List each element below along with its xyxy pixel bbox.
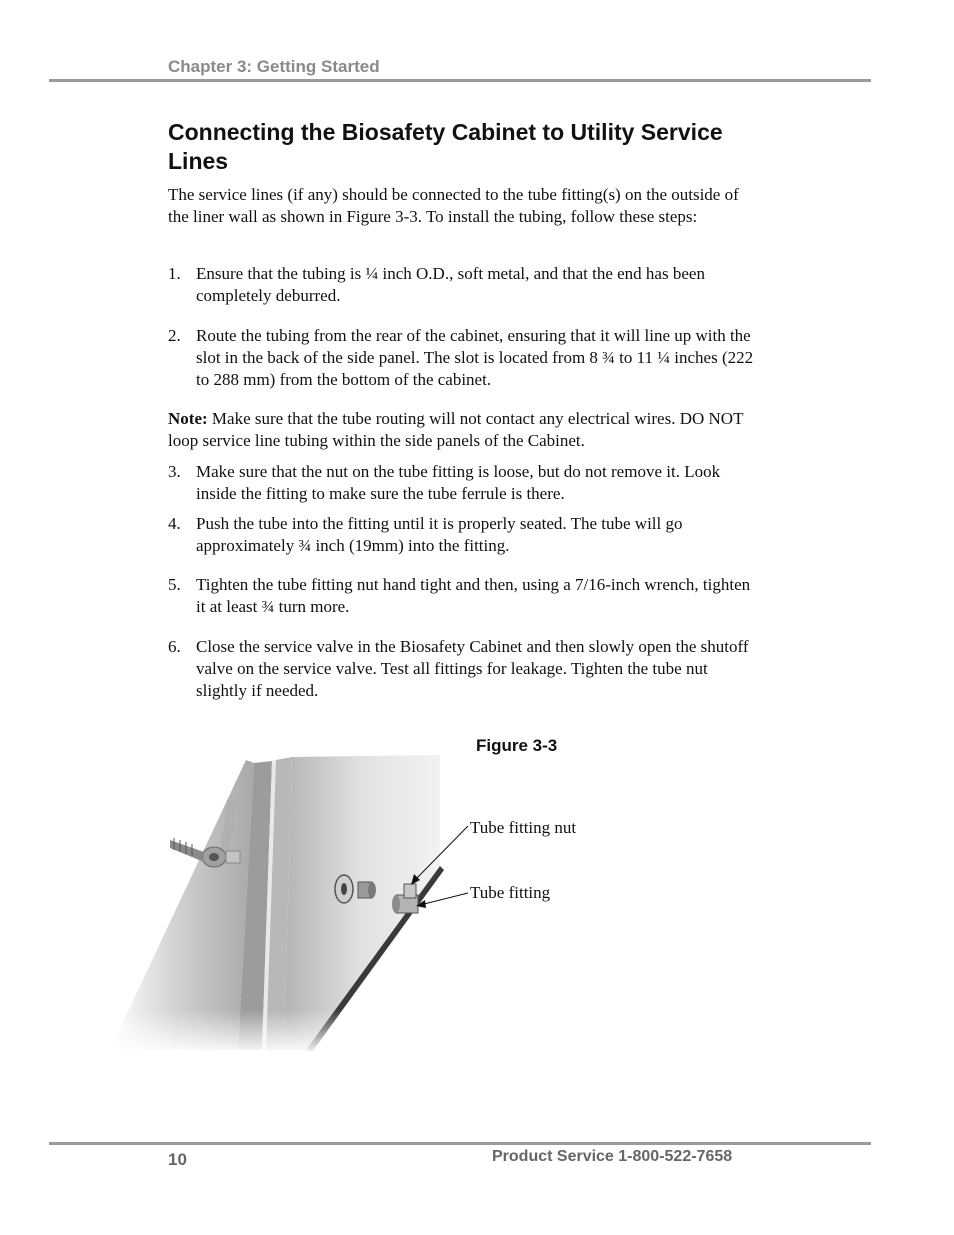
step-text: Route the tubing from the rear of the cabinet, ensuring that it will line up with the slot in the back of the side panel. The slot is located from 8 ¾ to 11 ¼ inches (222 to 288 mm) from the bottom of the cabinet.	[196, 326, 754, 389]
footer-rule	[49, 1142, 871, 1145]
figure-title: Figure 3-3	[476, 736, 558, 755]
note-label: Note:	[168, 409, 208, 428]
step-number: 4.	[168, 514, 181, 533]
callout-tube-fitting: Tube fitting	[470, 883, 551, 902]
product-service-phone: Product Service 1-800-522-7658	[492, 1148, 733, 1165]
step-number: 6.	[168, 637, 181, 656]
note-text: Make sure that the tube routing will not contact any electrical wires. DO NOT loop service line tubing within the side panels of the Cabinet.	[168, 409, 744, 450]
callout-tube-fitting-nut: Tube fitting nut	[470, 818, 577, 837]
intro-paragraph: The service lines (if any) should be connected to the tube fitting(s) on the outside of the liner wall as shown in Figure 3-3. To install the tubing, follow these steps:	[168, 185, 739, 226]
step-text: Make sure that the nut on the tube fitting is loose, but do not remove it. Look inside the fitting to make sure the tube ferrule is there.	[196, 462, 721, 503]
step-number: 1.	[168, 264, 181, 283]
step-number: 5.	[168, 575, 181, 594]
section-title: Connecting the Biosafety Cabinet to Utility Service Lines	[168, 119, 723, 174]
step-number: 2.	[168, 326, 181, 345]
step-number: 3.	[168, 462, 181, 481]
page-number: 10	[168, 1150, 187, 1169]
step-text: Close the service valve in the Biosafety Cabinet and then slowly open the shutoff valve on the service valve. Test all fittings for leakage. Tighten the tube nut slightly if needed.	[196, 637, 749, 700]
step-text: Ensure that the tubing is ¼ inch O.D., soft metal, and that the end has been completely deburred.	[196, 264, 705, 305]
running-header: Chapter 3: Getting Started	[168, 57, 380, 76]
step-text: Push the tube into the fitting until it is properly seated. The tube will go approximately ¾ inch (19mm) into the fitting.	[196, 514, 683, 555]
step-text: Tighten the tube fitting nut hand tight and then, using a 7/16-inch wrench, tighten it at least ¾ turn more.	[196, 575, 751, 616]
